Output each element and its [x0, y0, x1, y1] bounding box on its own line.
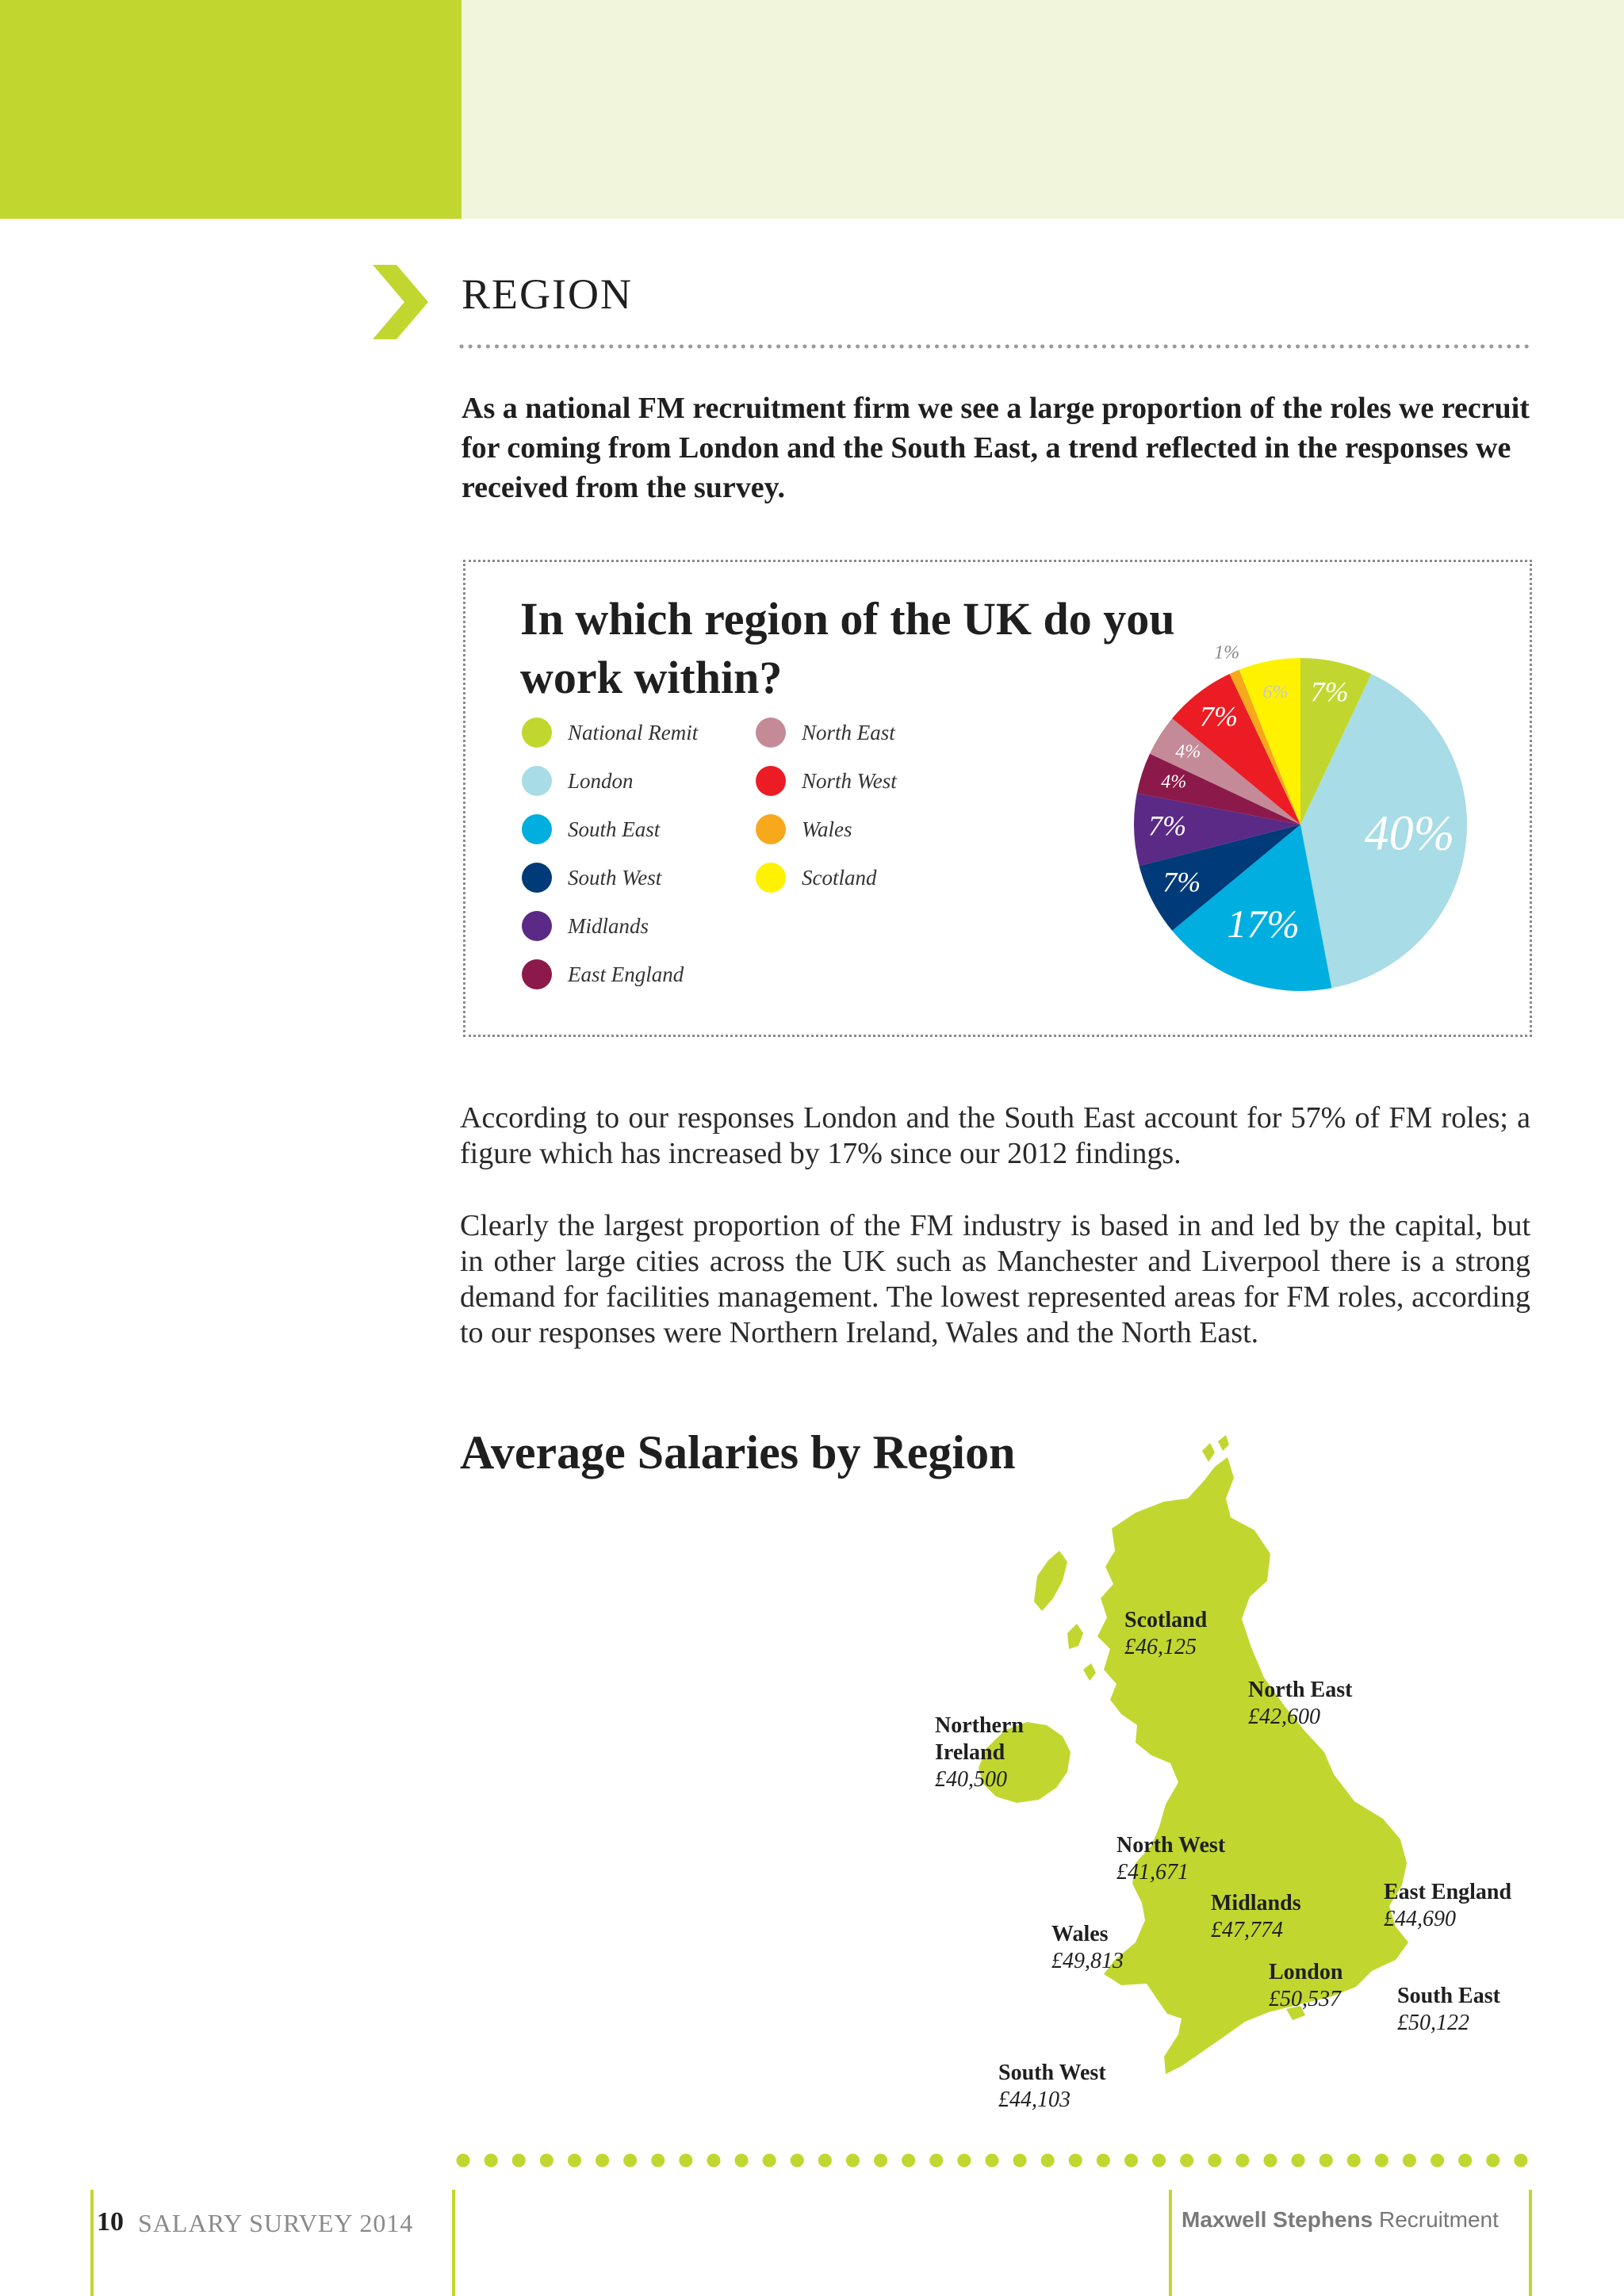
map-label-midlands — [1211, 1890, 1301, 1944]
body-paragraph: According to our responses London and the South East account for 57% of FM roles; a figure which has increased by 17% since our 2012 findings. — [460, 1101, 1530, 1170]
pie-chart — [1110, 634, 1491, 1015]
map-label-scotland — [1124, 1607, 1207, 1661]
legend-label: Midlands — [568, 913, 649, 938]
pie-slice-label: 7% — [1200, 700, 1238, 733]
page-number: 10 — [97, 2207, 124, 2237]
legend-label: National Remit — [568, 720, 699, 744]
pie-slice-label: 6% — [1262, 682, 1289, 703]
region-name: London — [1269, 1960, 1343, 1984]
footer-rule — [90, 2190, 94, 2296]
pie-slice-label: 40% — [1364, 806, 1455, 861]
legend-label: North East — [802, 720, 895, 744]
legend-swatch — [756, 766, 786, 796]
legend-swatch — [522, 766, 552, 796]
region-salary: £47,774 — [1211, 1918, 1283, 1942]
footer-rule — [452, 2190, 455, 2296]
brand-name-rest: Recruitment — [1373, 2207, 1499, 2232]
footer-rule — [1169, 2190, 1172, 2296]
legend-swatch — [522, 718, 552, 748]
region-name: South East — [1397, 1984, 1500, 2008]
legend-item — [522, 813, 660, 845]
map-label-north-west — [1116, 1832, 1225, 1886]
region-name: North East — [1248, 1678, 1353, 1702]
chart-question: In which region of the UK do you work within? — [520, 593, 1175, 703]
legend-label: South East — [568, 817, 661, 841]
intro-text: As a national FM recruitment firm we see a large proportion of the roles we recruit for coming from London and the South East, a trend reflected in the responses we received from the survey. — [462, 392, 1530, 504]
legend-item — [756, 813, 852, 845]
legend-swatch — [756, 814, 786, 844]
region-name: South West — [998, 2061, 1106, 2085]
legend-label: Scotland — [802, 865, 877, 890]
legend-item — [522, 910, 649, 942]
body-paragraph: Clearly the largest proportion of the FM industry is based in and led by the capital, but in other large cities across the UK such as Manchester and Liverpool there is a strong demand for facilities management. The lowest represented areas for FM roles, according to our responses were Northern Ireland, Wales and the North East. — [460, 1209, 1530, 1349]
dotted-divider-bottom — [455, 2150, 1542, 2171]
pie-slice-label: 7% — [1162, 866, 1201, 898]
region-salary: £44,103 — [998, 2087, 1071, 2112]
pie-slice-label: 17% — [1227, 901, 1300, 946]
legend-swatch — [522, 863, 552, 893]
legend-swatch — [522, 814, 552, 844]
legend-item — [756, 765, 897, 797]
region-name: Scotland — [1124, 1608, 1208, 1632]
map-label-wales — [1051, 1921, 1124, 1975]
legend-swatch — [756, 718, 786, 748]
map-label-east-england — [1384, 1879, 1511, 1933]
map-label-north-east — [1248, 1677, 1352, 1731]
brand-name — [1182, 2207, 1499, 2233]
legend-label: North West — [802, 768, 897, 793]
legend-label: South West — [568, 865, 662, 890]
dotted-divider-top — [458, 341, 1537, 352]
pie-slice-label: 7% — [1148, 809, 1187, 842]
chevron-right-icon — [373, 265, 428, 339]
map-label-south-east — [1397, 1983, 1500, 2037]
region-name: Northern Ireland — [935, 1713, 1024, 1765]
header-accent-band — [0, 0, 462, 219]
region-salary: £42,600 — [1248, 1705, 1320, 1729]
region-name: Wales — [1051, 1922, 1109, 1946]
legend-item — [522, 862, 661, 894]
legend-item — [522, 717, 698, 748]
region-salary: £46,125 — [1124, 1635, 1197, 1659]
legend-label: East England — [568, 962, 684, 986]
legend-swatch — [756, 863, 786, 893]
pie-slice-label: 7% — [1310, 675, 1349, 708]
region-salary: £49,813 — [1051, 1949, 1124, 1973]
publication-title: SALARY SURVEY 2014 — [138, 2209, 414, 2237]
region-salary: £40,500 — [935, 1767, 1007, 1792]
region-salary: £41,671 — [1116, 1860, 1189, 1885]
legend-swatch — [522, 911, 552, 941]
pie-slice-label: 1% — [1214, 642, 1240, 664]
footer-rule — [1529, 2190, 1532, 2296]
region-salary: £50,122 — [1397, 2011, 1469, 2035]
map-label-northern-ireland — [935, 1712, 1062, 1793]
legend-item — [522, 959, 684, 990]
pie-slice-label: 4% — [1175, 741, 1201, 763]
brand-name-bold: Maxwell Stephens — [1182, 2207, 1373, 2232]
region-name: East England — [1384, 1880, 1512, 1904]
map-label-london — [1269, 1959, 1342, 2013]
legend-item — [756, 717, 895, 748]
legend-label: Wales — [802, 817, 852, 841]
pie-slice-label: 4% — [1161, 771, 1187, 793]
header-light-band — [462, 0, 1624, 219]
legend-label: London — [568, 768, 634, 793]
region-name: North West — [1116, 1833, 1226, 1858]
legend-swatch — [522, 959, 552, 989]
legend-item — [756, 862, 877, 894]
region-salary: £50,537 — [1269, 1987, 1341, 2011]
salaries-title: Average Salaries by Region — [460, 1426, 1016, 1479]
legend-item — [522, 765, 634, 797]
map-label-south-west — [998, 2060, 1106, 2114]
section-title: REGION — [462, 270, 633, 318]
region-salary: £44,690 — [1384, 1907, 1456, 1931]
region-name: Midlands — [1211, 1891, 1301, 1915]
